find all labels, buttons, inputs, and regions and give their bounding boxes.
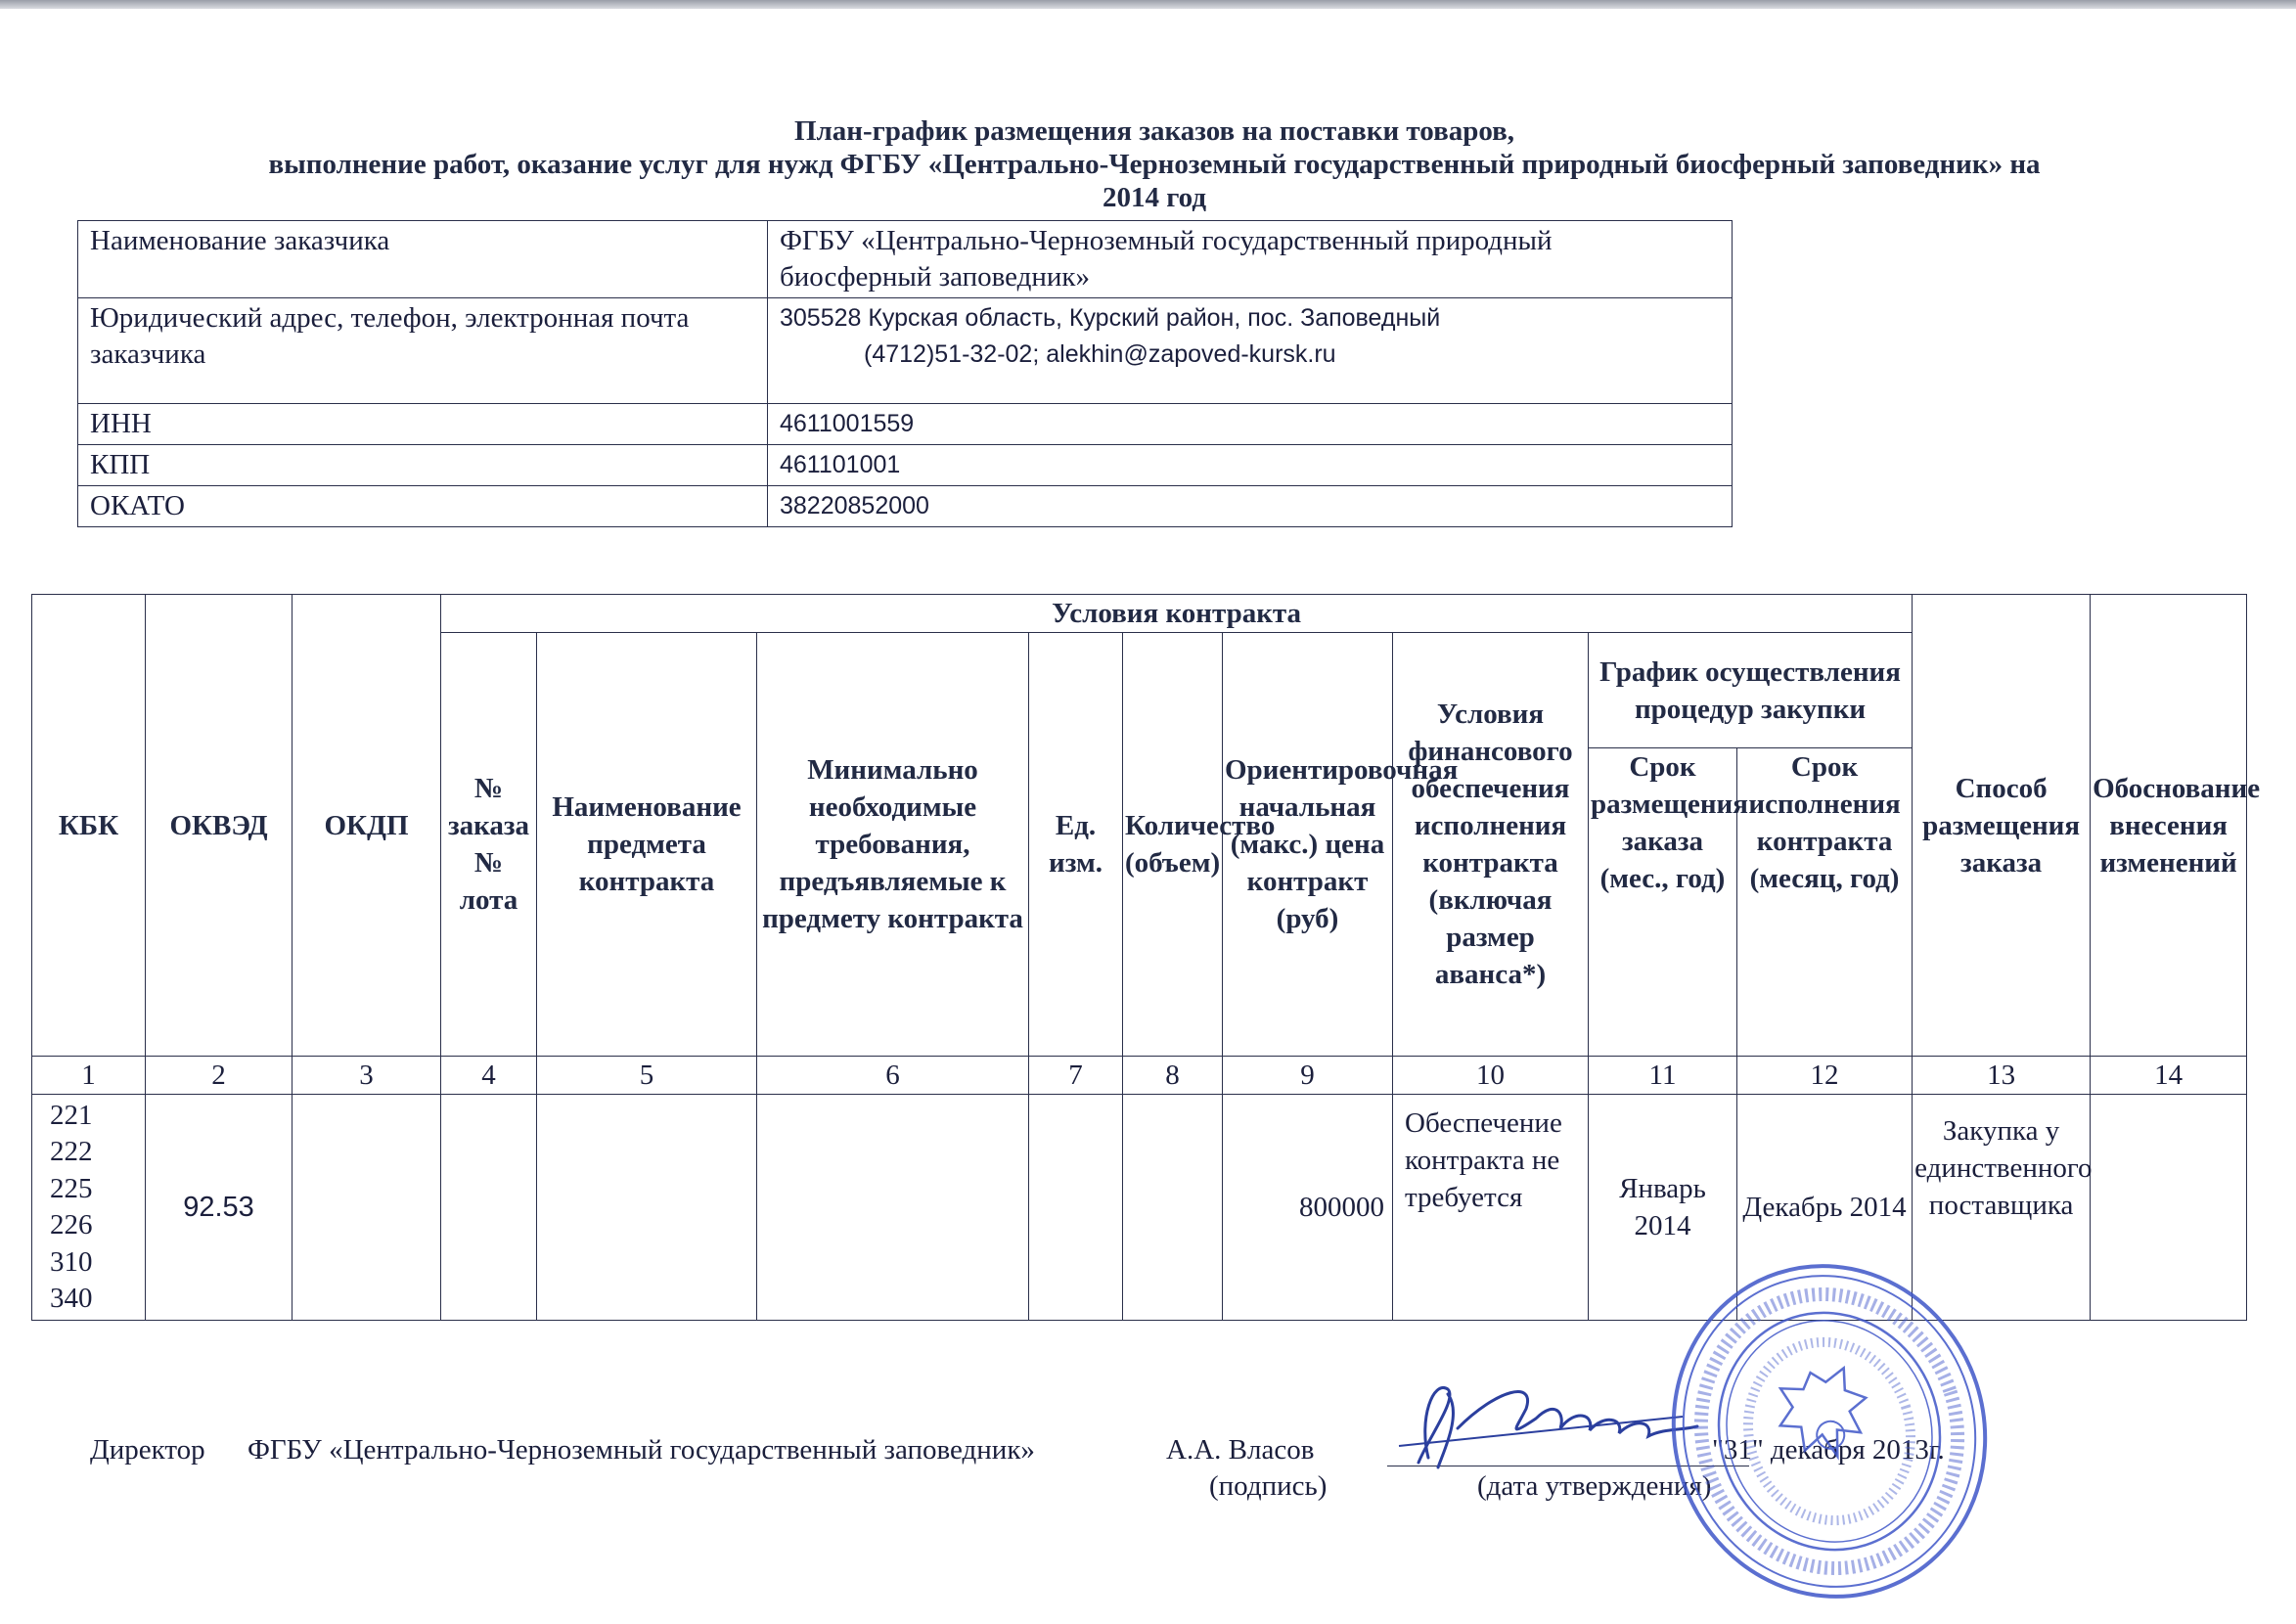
header-quantity: Количество (объем) [1123, 633, 1223, 1057]
header-placement-method: Способ размещения заказа [1913, 595, 2091, 1057]
date-caption: (дата утверждения) [1477, 1470, 1712, 1502]
header-contract-conditions: Условия контракта [441, 595, 1913, 633]
column-number: 1 [32, 1057, 146, 1095]
header-kbk: КБК [32, 595, 146, 1057]
signature-caption: (подпись) [1209, 1470, 1328, 1502]
procurement-plan-table [31, 594, 2261, 1321]
financing-cell: Обеспечение контракта не требуется [1393, 1095, 1589, 1321]
address-value: 305528 Курская область, Курский район, пос. Заповедный (4712)51-32-02; alekhin@zapoved-kursk.ru [768, 298, 1733, 404]
header-okved: ОКВЭД [146, 595, 293, 1057]
requirements-cell [757, 1095, 1029, 1321]
quantity-cell [1123, 1095, 1223, 1321]
header-est-price: Ориентировочная начальная (макс.) цена контракт (руб) [1223, 633, 1393, 1057]
header-financing-conditions: Условия финансового обеспечения исполнения контракта (включая размер аванса*) [1393, 633, 1589, 1057]
header-execution-term: Срок исполнения контракта (месяц, год) [1737, 748, 1913, 1057]
header-order-lot-no: № заказа № лота [441, 633, 537, 1057]
column-number: 13 [1913, 1057, 2091, 1095]
header-unit: Ед. изм. [1029, 633, 1123, 1057]
customer-info-table [77, 220, 1733, 527]
kbk-code: 310 [50, 1245, 93, 1278]
director-name: А.А. Власов [1166, 1434, 1315, 1466]
header-procurement-schedule: График осуществления процедур закупки [1589, 633, 1913, 748]
official-seal-stamp [1668, 1257, 1991, 1604]
title-line-1: План-график размещения заказов на поставки товаров, [793, 115, 1515, 147]
header-placement-term: Срок размещения заказа (мес., год) [1589, 748, 1737, 1057]
kbk-code: 226 [50, 1209, 93, 1241]
kbk-code: 225 [50, 1172, 93, 1204]
header-min-requirements: Минимально необходимые требования, предъявляемые к предмету контракта [757, 633, 1029, 1057]
kpp-label: КПП [78, 445, 768, 486]
address-label: Юридический адрес, телефон, электронная почта заказчика [78, 298, 768, 404]
kbk-cell [32, 1095, 146, 1321]
okdp-cell [293, 1095, 441, 1321]
column-number: 6 [757, 1057, 1029, 1095]
justification-cell [2091, 1095, 2247, 1321]
kbk-code: 221 [50, 1099, 93, 1131]
column-number: 2 [146, 1057, 293, 1095]
kpp-value: 461101001 [768, 445, 1733, 486]
title-line-3: 2014 год [1102, 182, 1207, 213]
execution-term-cell: Декабрь 2014 [1737, 1095, 1913, 1321]
header-subject-name: Наименование предмета контракта [537, 633, 757, 1057]
column-number: 3 [293, 1057, 441, 1095]
kbk-code: 340 [50, 1283, 93, 1314]
title-line-2: выполнение работ, оказание услуг для нужд ФГБУ «Центрально-Черноземный государственный природный биосферный заповедник» на [268, 149, 2041, 180]
column-number: 8 [1123, 1057, 1223, 1095]
column-number: 10 [1393, 1057, 1589, 1095]
okato-label: ОКАТО [78, 486, 768, 527]
column-number: 4 [441, 1057, 537, 1095]
kbk-code: 222 [50, 1136, 93, 1167]
approval-date: "31" декабря 2013г. [1712, 1434, 1945, 1466]
placement-term-cell: Январь 2014 [1589, 1095, 1737, 1321]
customer-name-label: Наименование заказчика [78, 221, 768, 298]
unit-cell [1029, 1095, 1123, 1321]
method-cell: Закупка у единственного поставщика [1913, 1095, 2091, 1321]
column-number: 11 [1589, 1057, 1737, 1095]
column-number: 5 [537, 1057, 757, 1095]
header-change-justification: Обоснование внесения изменений [2091, 595, 2247, 1057]
column-number: 12 [1737, 1057, 1913, 1095]
column-number: 9 [1223, 1057, 1393, 1095]
price-cell: 800000 [1223, 1095, 1393, 1321]
column-number: 7 [1029, 1057, 1123, 1095]
director-signature [1389, 1360, 1702, 1477]
customer-name-value: ФГБУ «Центрально-Черноземный государственный природный биосферный заповедник» [768, 221, 1733, 298]
inn-label: ИНН [78, 404, 768, 445]
scan-edge [0, 0, 2296, 9]
column-number: 14 [2091, 1057, 2247, 1095]
order-no-cell [441, 1095, 537, 1321]
inn-value: 4611001559 [768, 404, 1733, 445]
organization-name: ФГБУ «Центрально-Черноземный государственный заповедник» [248, 1434, 1035, 1466]
header-okdp: ОКДП [293, 595, 441, 1057]
okato-value: 38220852000 [768, 486, 1733, 527]
okved-cell: 92.53 [146, 1095, 293, 1321]
subject-cell [537, 1095, 757, 1321]
director-position: Директор [90, 1434, 205, 1466]
